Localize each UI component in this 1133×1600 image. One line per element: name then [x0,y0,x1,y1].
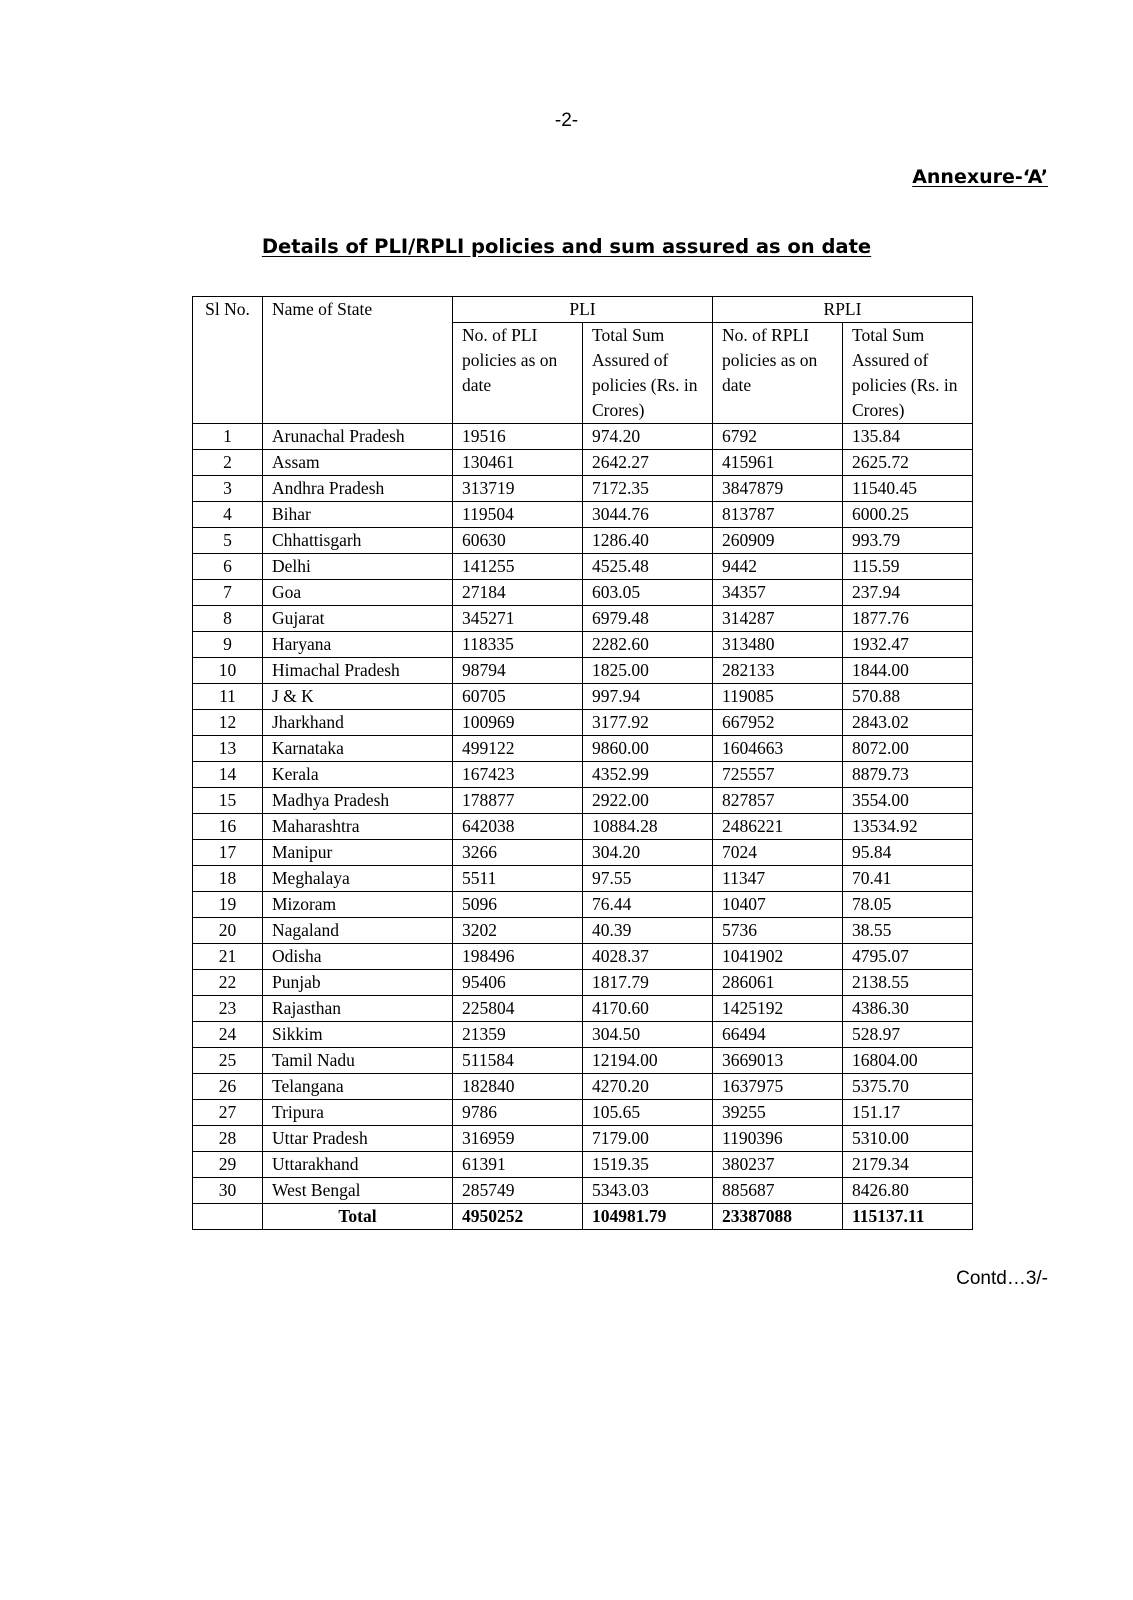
table-row [193,1100,973,1126]
cell-sl-no: 12 [193,710,263,736]
table-row [193,918,973,944]
header-rpli: RPLI [713,297,973,323]
table-row [193,632,973,658]
cell-sl-no: 14 [193,762,263,788]
total-row [193,1204,973,1230]
cell-pli-sum: 4270.20 [583,1074,713,1100]
cell-sl-no: 1 [193,424,263,450]
cell-rpli-sum: 151.17 [843,1100,973,1126]
cell-pli-count: 95406 [453,970,583,996]
cell-pli-count: 27184 [453,580,583,606]
cell-pli-count: 141255 [453,554,583,580]
cell-sl-no: 11 [193,684,263,710]
cell-pli-count: 316959 [453,1126,583,1152]
cell-rpli-sum: 5375.70 [843,1074,973,1100]
cell-rpli-count: 827857 [713,788,843,814]
cell-pli-count: 167423 [453,762,583,788]
cell-rpli-sum: 38.55 [843,918,973,944]
table-row [193,502,973,528]
cell-sl-no: 6 [193,554,263,580]
cell-pli-count: 98794 [453,658,583,684]
cell-sl-no: 30 [193,1178,263,1204]
cell-rpli-sum: 16804.00 [843,1048,973,1074]
table-row [193,476,973,502]
cell-pli-count: 119504 [453,502,583,528]
table-body [193,424,973,1204]
cell-state: Meghalaya [263,866,453,892]
cell-state: Assam [263,450,453,476]
header-pli-count: No. of PLI policies as on date [453,323,583,424]
cell-rpli-count: 260909 [713,528,843,554]
cell-pli-count: 60630 [453,528,583,554]
cell-rpli-count: 34357 [713,580,843,606]
cell-pli-count: 19516 [453,424,583,450]
cell-pli-count: 178877 [453,788,583,814]
cell-pli-count: 5096 [453,892,583,918]
cell-pli-sum: 5343.03 [583,1178,713,1204]
table-row [193,606,973,632]
cell-rpli-count: 2486221 [713,814,843,840]
cell-pli-sum: 9860.00 [583,736,713,762]
cell-pli-sum: 2922.00 [583,788,713,814]
total-rpli-count: 23387088 [713,1204,843,1230]
cell-pli-sum: 1519.35 [583,1152,713,1178]
cell-state: Bihar [263,502,453,528]
cell-pli-count: 3266 [453,840,583,866]
cell-state: Rajasthan [263,996,453,1022]
header-rpli-sum: Total Sum Assured of policies (Rs. in Crores) [843,323,973,424]
table-row [193,762,973,788]
table-row [193,996,973,1022]
cell-sl-no: 16 [193,814,263,840]
cell-rpli-count: 1604663 [713,736,843,762]
total-rpli-sum: 115137.11 [843,1204,973,1230]
cell-state: Mizoram [263,892,453,918]
cell-sl-no: 28 [193,1126,263,1152]
cell-rpli-count: 6792 [713,424,843,450]
cell-pli-count: 642038 [453,814,583,840]
cell-rpli-sum: 6000.25 [843,502,973,528]
cell-pli-sum: 4352.99 [583,762,713,788]
cell-rpli-sum: 8426.80 [843,1178,973,1204]
cell-sl-no: 23 [193,996,263,1022]
cell-sl-no: 7 [193,580,263,606]
cell-rpli-sum: 993.79 [843,528,973,554]
cell-rpli-sum: 5310.00 [843,1126,973,1152]
cell-pli-sum: 1825.00 [583,658,713,684]
table-row [193,1178,973,1204]
cell-state: Nagaland [263,918,453,944]
cell-rpli-count: 415961 [713,450,843,476]
cell-sl-no: 10 [193,658,263,684]
cell-pli-sum: 4170.60 [583,996,713,1022]
cell-pli-count: 225804 [453,996,583,1022]
table-row [193,1022,973,1048]
cell-rpli-sum: 11540.45 [843,476,973,502]
cell-pli-count: 5511 [453,866,583,892]
cell-rpli-sum: 2179.34 [843,1152,973,1178]
cell-rpli-count: 39255 [713,1100,843,1126]
cell-rpli-count: 813787 [713,502,843,528]
cell-pli-sum: 3044.76 [583,502,713,528]
cell-pli-sum: 304.50 [583,1022,713,1048]
cell-state: Manipur [263,840,453,866]
cell-rpli-sum: 70.41 [843,866,973,892]
cell-state: Haryana [263,632,453,658]
cell-state: West Bengal [263,1178,453,1204]
cell-rpli-sum: 570.88 [843,684,973,710]
cell-pli-sum: 1286.40 [583,528,713,554]
cell-pli-sum: 6979.48 [583,606,713,632]
cell-pli-count: 345271 [453,606,583,632]
cell-state: Karnataka [263,736,453,762]
header-pli: PLI [453,297,713,323]
cell-rpli-sum: 1932.47 [843,632,973,658]
cell-pli-count: 511584 [453,1048,583,1074]
cell-pli-count: 499122 [453,736,583,762]
cell-state: Punjab [263,970,453,996]
policies-table [192,296,973,1230]
cell-state: Sikkim [263,1022,453,1048]
cell-rpli-sum: 3554.00 [843,788,973,814]
cell-pli-count: 21359 [453,1022,583,1048]
cell-pli-count: 61391 [453,1152,583,1178]
cell-pli-count: 118335 [453,632,583,658]
cell-pli-sum: 603.05 [583,580,713,606]
header-name-of-state: Name of State [263,297,453,424]
cell-rpli-sum: 13534.92 [843,814,973,840]
cell-rpli-count: 5736 [713,918,843,944]
cell-rpli-count: 725557 [713,762,843,788]
continued-note: Contd…3/- [956,1268,1048,1289]
cell-rpli-sum: 4386.30 [843,996,973,1022]
total-pli-sum: 104981.79 [583,1204,713,1230]
total-pli-count: 4950252 [453,1204,583,1230]
table-row [193,554,973,580]
cell-pli-count: 182840 [453,1074,583,1100]
cell-pli-sum: 304.20 [583,840,713,866]
cell-state: Jharkhand [263,710,453,736]
header-rpli-count: No. of RPLI policies as on date [713,323,843,424]
cell-rpli-count: 1190396 [713,1126,843,1152]
cell-state: Telangana [263,1074,453,1100]
cell-state: Chhattisgarh [263,528,453,554]
page-number: -2- [554,110,579,131]
cell-rpli-count: 7024 [713,840,843,866]
cell-rpli-count: 3847879 [713,476,843,502]
table-row [193,684,973,710]
header-pli-sum: Total Sum Assured of policies (Rs. in Crores) [583,323,713,424]
cell-pli-sum: 974.20 [583,424,713,450]
table-row [193,1074,973,1100]
cell-state: Arunachal Pradesh [263,424,453,450]
total-sl-cell [193,1204,263,1230]
cell-pli-count: 313719 [453,476,583,502]
cell-rpli-count: 282133 [713,658,843,684]
cell-state: Uttarakhand [263,1152,453,1178]
cell-sl-no: 24 [193,1022,263,1048]
header-row-top [193,297,973,323]
cell-sl-no: 18 [193,866,263,892]
cell-rpli-sum: 8072.00 [843,736,973,762]
cell-state: Maharashtra [263,814,453,840]
cell-sl-no: 19 [193,892,263,918]
cell-rpli-count: 66494 [713,1022,843,1048]
cell-pli-sum: 3177.92 [583,710,713,736]
cell-rpli-count: 885687 [713,1178,843,1204]
cell-rpli-count: 1041902 [713,944,843,970]
cell-state: Andhra Pradesh [263,476,453,502]
cell-state: Tamil Nadu [263,1048,453,1074]
cell-pli-sum: 7172.35 [583,476,713,502]
cell-sl-no: 17 [193,840,263,866]
cell-rpli-count: 667952 [713,710,843,736]
cell-rpli-count: 313480 [713,632,843,658]
cell-rpli-count: 314287 [713,606,843,632]
cell-rpli-sum: 4795.07 [843,944,973,970]
cell-sl-no: 22 [193,970,263,996]
cell-rpli-count: 1637975 [713,1074,843,1100]
cell-rpli-sum: 528.97 [843,1022,973,1048]
cell-sl-no: 2 [193,450,263,476]
cell-rpli-count: 119085 [713,684,843,710]
table-row [193,580,973,606]
cell-pli-sum: 7179.00 [583,1126,713,1152]
cell-sl-no: 25 [193,1048,263,1074]
cell-sl-no: 9 [193,632,263,658]
cell-state: Madhya Pradesh [263,788,453,814]
cell-pli-sum: 4525.48 [583,554,713,580]
table-row [193,710,973,736]
cell-state: Goa [263,580,453,606]
cell-rpli-count: 3669013 [713,1048,843,1074]
cell-sl-no: 15 [193,788,263,814]
table-row [193,1048,973,1074]
table-row [193,944,973,970]
annexure-label: Annexure-‘A’ [912,166,1048,188]
cell-pli-sum: 105.65 [583,1100,713,1126]
cell-pli-count: 100969 [453,710,583,736]
table-row [193,450,973,476]
cell-state: Tripura [263,1100,453,1126]
table-row [193,528,973,554]
cell-pli-count: 9786 [453,1100,583,1126]
cell-sl-no: 26 [193,1074,263,1100]
table-row [193,970,973,996]
cell-rpli-count: 11347 [713,866,843,892]
cell-pli-count: 60705 [453,684,583,710]
cell-rpli-sum: 1844.00 [843,658,973,684]
cell-pli-sum: 4028.37 [583,944,713,970]
table-row [193,892,973,918]
table-row [193,424,973,450]
cell-rpli-sum: 8879.73 [843,762,973,788]
cell-state: Odisha [263,944,453,970]
cell-rpli-sum: 115.59 [843,554,973,580]
cell-pli-sum: 40.39 [583,918,713,944]
cell-rpli-count: 1425192 [713,996,843,1022]
cell-rpli-sum: 95.84 [843,840,973,866]
cell-sl-no: 27 [193,1100,263,1126]
cell-pli-sum: 10884.28 [583,814,713,840]
cell-pli-count: 198496 [453,944,583,970]
cell-pli-sum: 2282.60 [583,632,713,658]
cell-sl-no: 4 [193,502,263,528]
cell-sl-no: 21 [193,944,263,970]
cell-rpli-sum: 2843.02 [843,710,973,736]
cell-pli-sum: 12194.00 [583,1048,713,1074]
cell-rpli-sum: 237.94 [843,580,973,606]
cell-pli-count: 3202 [453,918,583,944]
cell-rpli-sum: 1877.76 [843,606,973,632]
cell-rpli-sum: 2138.55 [843,970,973,996]
cell-sl-no: 20 [193,918,263,944]
cell-state: Himachal Pradesh [263,658,453,684]
cell-pli-count: 285749 [453,1178,583,1204]
cell-pli-sum: 1817.79 [583,970,713,996]
cell-pli-sum: 97.55 [583,866,713,892]
cell-rpli-sum: 78.05 [843,892,973,918]
cell-sl-no: 29 [193,1152,263,1178]
table-row [193,814,973,840]
header-sl-no: Sl No. [193,297,263,424]
cell-rpli-count: 9442 [713,554,843,580]
table-row [193,658,973,684]
table-row [193,788,973,814]
cell-state: Gujarat [263,606,453,632]
table-row [193,1152,973,1178]
cell-state: Uttar Pradesh [263,1126,453,1152]
cell-rpli-count: 10407 [713,892,843,918]
cell-pli-count: 130461 [453,450,583,476]
cell-sl-no: 5 [193,528,263,554]
cell-sl-no: 8 [193,606,263,632]
table-row [193,840,973,866]
cell-sl-no: 3 [193,476,263,502]
table-row [193,866,973,892]
table-row [193,1126,973,1152]
document-title: Details of PLI/RPLI policies and sum assured as on date [261,235,872,258]
total-label: Total [263,1204,453,1230]
cell-state: J & K [263,684,453,710]
cell-rpli-count: 286061 [713,970,843,996]
cell-state: Kerala [263,762,453,788]
cell-pli-sum: 997.94 [583,684,713,710]
cell-pli-sum: 2642.27 [583,450,713,476]
cell-rpli-sum: 2625.72 [843,450,973,476]
cell-pli-sum: 76.44 [583,892,713,918]
cell-rpli-count: 380237 [713,1152,843,1178]
table-row [193,736,973,762]
cell-sl-no: 13 [193,736,263,762]
cell-rpli-sum: 135.84 [843,424,973,450]
cell-state: Delhi [263,554,453,580]
